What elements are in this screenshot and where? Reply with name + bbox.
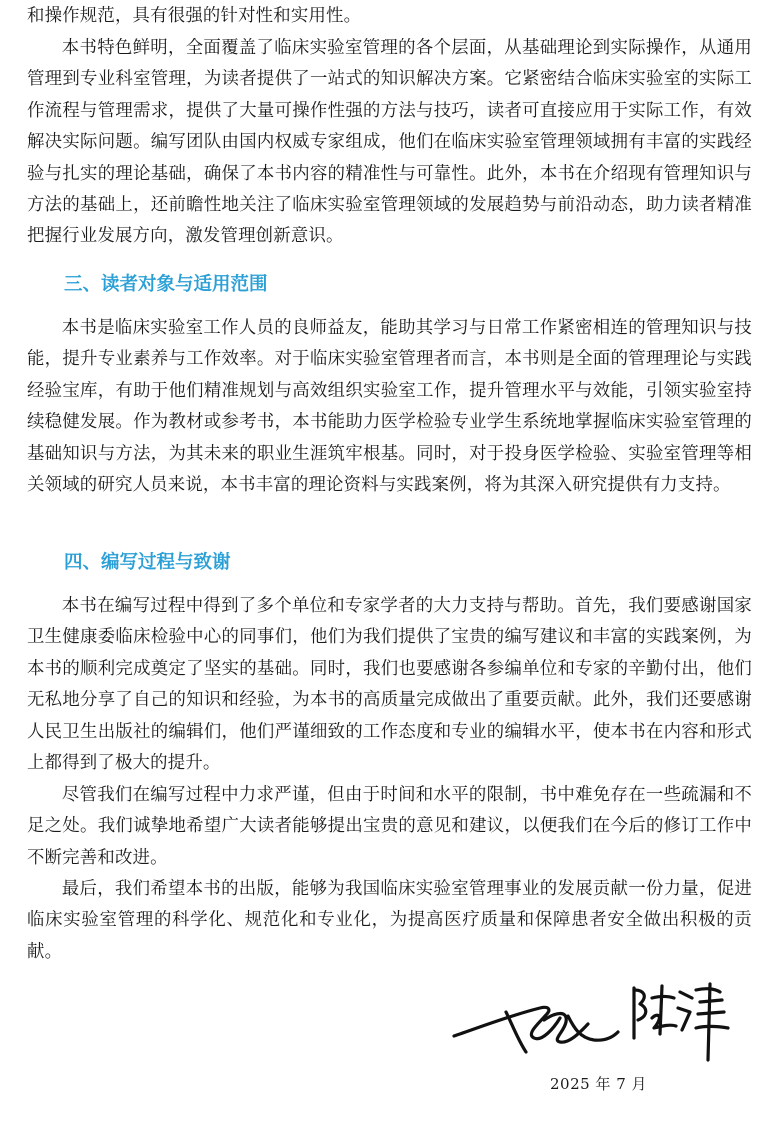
paragraph-target-readers: 本书是临床实验室工作人员的良师益友，能助其学习与日常工作紧密相连的管理知识与技能，提升专业素养与工作效率。对于临床实验室管理者而言，本书则是全面的管理理论与实践经验宝库，有助于他们精准规划与高效组织实验室工作，提升管理水平与效能，引领实验室持续稳健发展。作为教材或参考书，本书能助力医学检验专业学生系统地掌握临床实验室管理的基础知识与方法，为其未来的职业生涯筑牢根基。同时，对于投身医学检验、实验室管理等相关领域的研究人员来说，本书丰富的理论资料与实践案例，将为其深入研究提供有力支持。 [27,318,752,496]
paragraph-acknowledgements: 本书在编写过程中得到了多个单位和专家学者的大力支持与帮助。首先，我们要感谢国家卫生健康委临床检验中心的同事们，他们为我们提供了宝贵的编写建议和丰富的实践案例，为本书的顺利完成奠定了坚实的基础。同时，我们也要感谢各参编单位和专家的辛勤付出，他们无私地分享了自己的知识和经验，为本书的高质量完成做出了重要贡献。此外，我们还要感谢人民卫生出版社的编辑们，他们严谨细致的工作态度和专业的编辑水平，使本书在内容和形式上都得到了极大的提升。 [27,596,752,774]
section-heading-acknowledgements: 四、编写过程与致谢 [64,552,231,573]
paragraph-continued: 和操作规范，具有很强的针对性和实用性。 [27,6,362,26]
handwritten-signature [448,968,748,1068]
paragraph-limitations: 尽管我们在编写过程中力求严谨，但由于时间和水平的限制，书中难免存在一些疏漏和不足之处。我们诚挚地希望广大读者能够提出宝贵的意见和建议，以便我们在今后的修订工作中不断完善和改进。 [27,785,752,868]
paragraph-closing: 最后，我们希望本书的出版，能够为我国临床实验室管理事业的发展贡献一份力量，促进临床实验室管理的科学化、规范化和专业化，为提高医疗质量和保障患者安全做出积极的贡献。 [27,879,752,962]
paragraph-book-features: 本书特色鲜明，全面覆盖了临床实验室管理的各个层面，从基础理论到实际操作，从通用管理到专业科室管理，为读者提供了一站式的知识解决方案。它紧密结合临床实验室的实际工作流程与管理需求，提供了大量可操作性强的方法与技巧，读者可直接应用于实际工作，有效解决实际问题。编写团队由国内权威专家组成，他们在临床实验室管理领域拥有丰富的实践经验与扎实的理论基础，确保了本书内容的精准性与可靠性。此外，本书在介绍现有管理知识与方法的基础上，还前瞻性地关注了临床实验室管理领域的发展趋势与前沿动态，助力读者精准把握行业发展方向，激发管理创新意识。 [27,38,752,247]
section-heading-readers: 三、读者对象与适用范围 [64,274,268,295]
signature-date: 2025 年 7 月 [550,1075,648,1093]
